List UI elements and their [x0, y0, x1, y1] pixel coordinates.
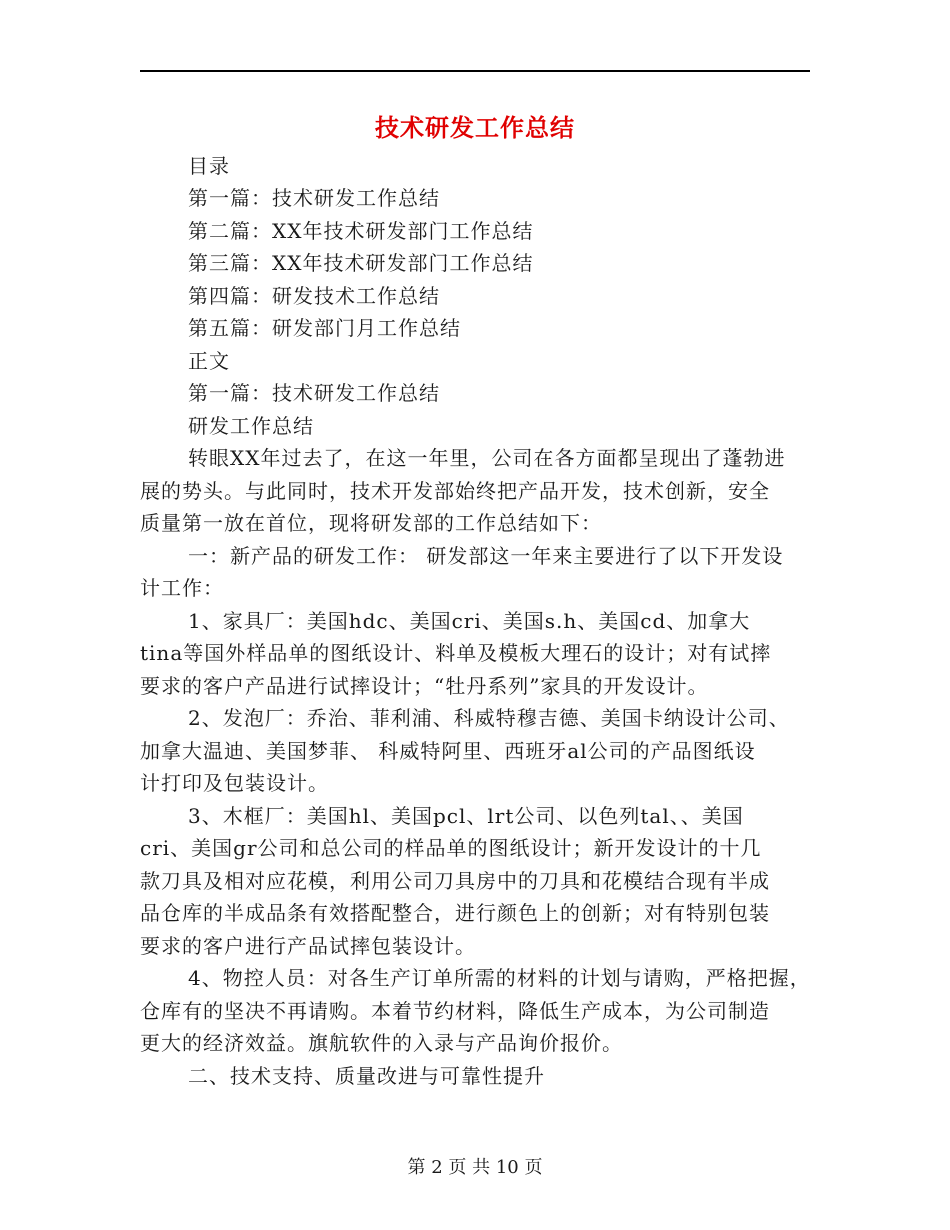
page-footer: 第 2 页 共 10 页 — [407, 1157, 543, 1178]
paragraph-line: 质量第一放在首位，现将研发部的工作总结如下： — [140, 511, 602, 535]
body-heading: 正文 — [188, 349, 230, 373]
paragraph-line: 3、木框厂：美国hl、美国pcl、lrt公司、以色列tal、、美国 — [188, 804, 744, 828]
paragraph-line: cri、美国gr公司和总公司的样品单的图纸设计；新开发设计的十几 — [140, 836, 762, 860]
toc-item-3: 第三篇：XX年技术研发部门工作总结 — [188, 251, 534, 275]
header-rule — [140, 70, 810, 72]
section-heading: 二、技术支持、质量改进与可靠性提升 — [188, 1064, 545, 1088]
paragraph-line: 更大的经济效益。旗航软件的入录与产品询价报价。 — [140, 1031, 623, 1055]
paragraph-line: 仓库有的坚决不再请购。本着节约材料，降低生产成本，为公司制造 — [140, 999, 770, 1023]
paragraph-line: 加拿大温迪、美国梦菲、 科威特阿里、西班牙al公司的产品图纸设 — [140, 739, 756, 763]
toc-heading: 目录 — [188, 154, 230, 178]
paragraph-line: 一：新产品的研发工作： 研发部这一年来主要进行了以下开发设 — [188, 544, 784, 568]
paragraph-line: 计打印及包装设计。 — [140, 771, 329, 795]
paragraph-line: 要求的客户进行产品试摔包装设计。 — [140, 934, 476, 958]
paragraph-line: 展的势头。与此同时，技术开发部始终把产品开发，技术创新，安全 — [140, 479, 770, 503]
toc-item-4: 第四篇：研发技术工作总结 — [188, 284, 440, 308]
document-title: 技术研发工作总结 — [375, 114, 575, 142]
paragraph-line: 4、物控人员：对各生产订单所需的材料的计划与请购，严格把握， — [188, 966, 811, 990]
paragraph-line: 转眼XX年过去了，在这一年里，公司在各方面都呈现出了蓬勃进 — [188, 446, 786, 470]
paragraph-line: 要求的客户产品进行试摔设计；“牡丹系列”家具的开发设计。 — [140, 674, 709, 698]
paragraph-line: 2、发泡厂：乔治、菲利浦、科威特穆吉德、美国卡纳设计公司、 — [188, 706, 790, 730]
paragraph-line: tina等国外样品单的图纸设计、料单及模板大理石的设计；对有试摔 — [140, 641, 772, 665]
paragraph-line: 款刀具及相对应花模，利用公司刀具房中的刀具和花模结合现有半成 — [140, 869, 770, 893]
toc-item-5: 第五篇：研发部门月工作总结 — [188, 316, 461, 340]
paragraph-line: 1、家具厂：美国hdc、美国cri、美国s.h、美国cd、加拿大 — [188, 609, 751, 633]
toc-item-1: 第一篇：技术研发工作总结 — [188, 186, 440, 210]
section-title: 研发工作总结 — [188, 414, 314, 438]
paragraph-line: 品仓库的半成品条有效搭配整合，进行颜色上的创新；对有特别包装 — [140, 901, 770, 925]
toc-item-2: 第二篇：XX年技术研发部门工作总结 — [188, 219, 534, 243]
paragraph-line: 计工作： — [140, 576, 224, 600]
chapter-title: 第一篇：技术研发工作总结 — [188, 381, 440, 405]
